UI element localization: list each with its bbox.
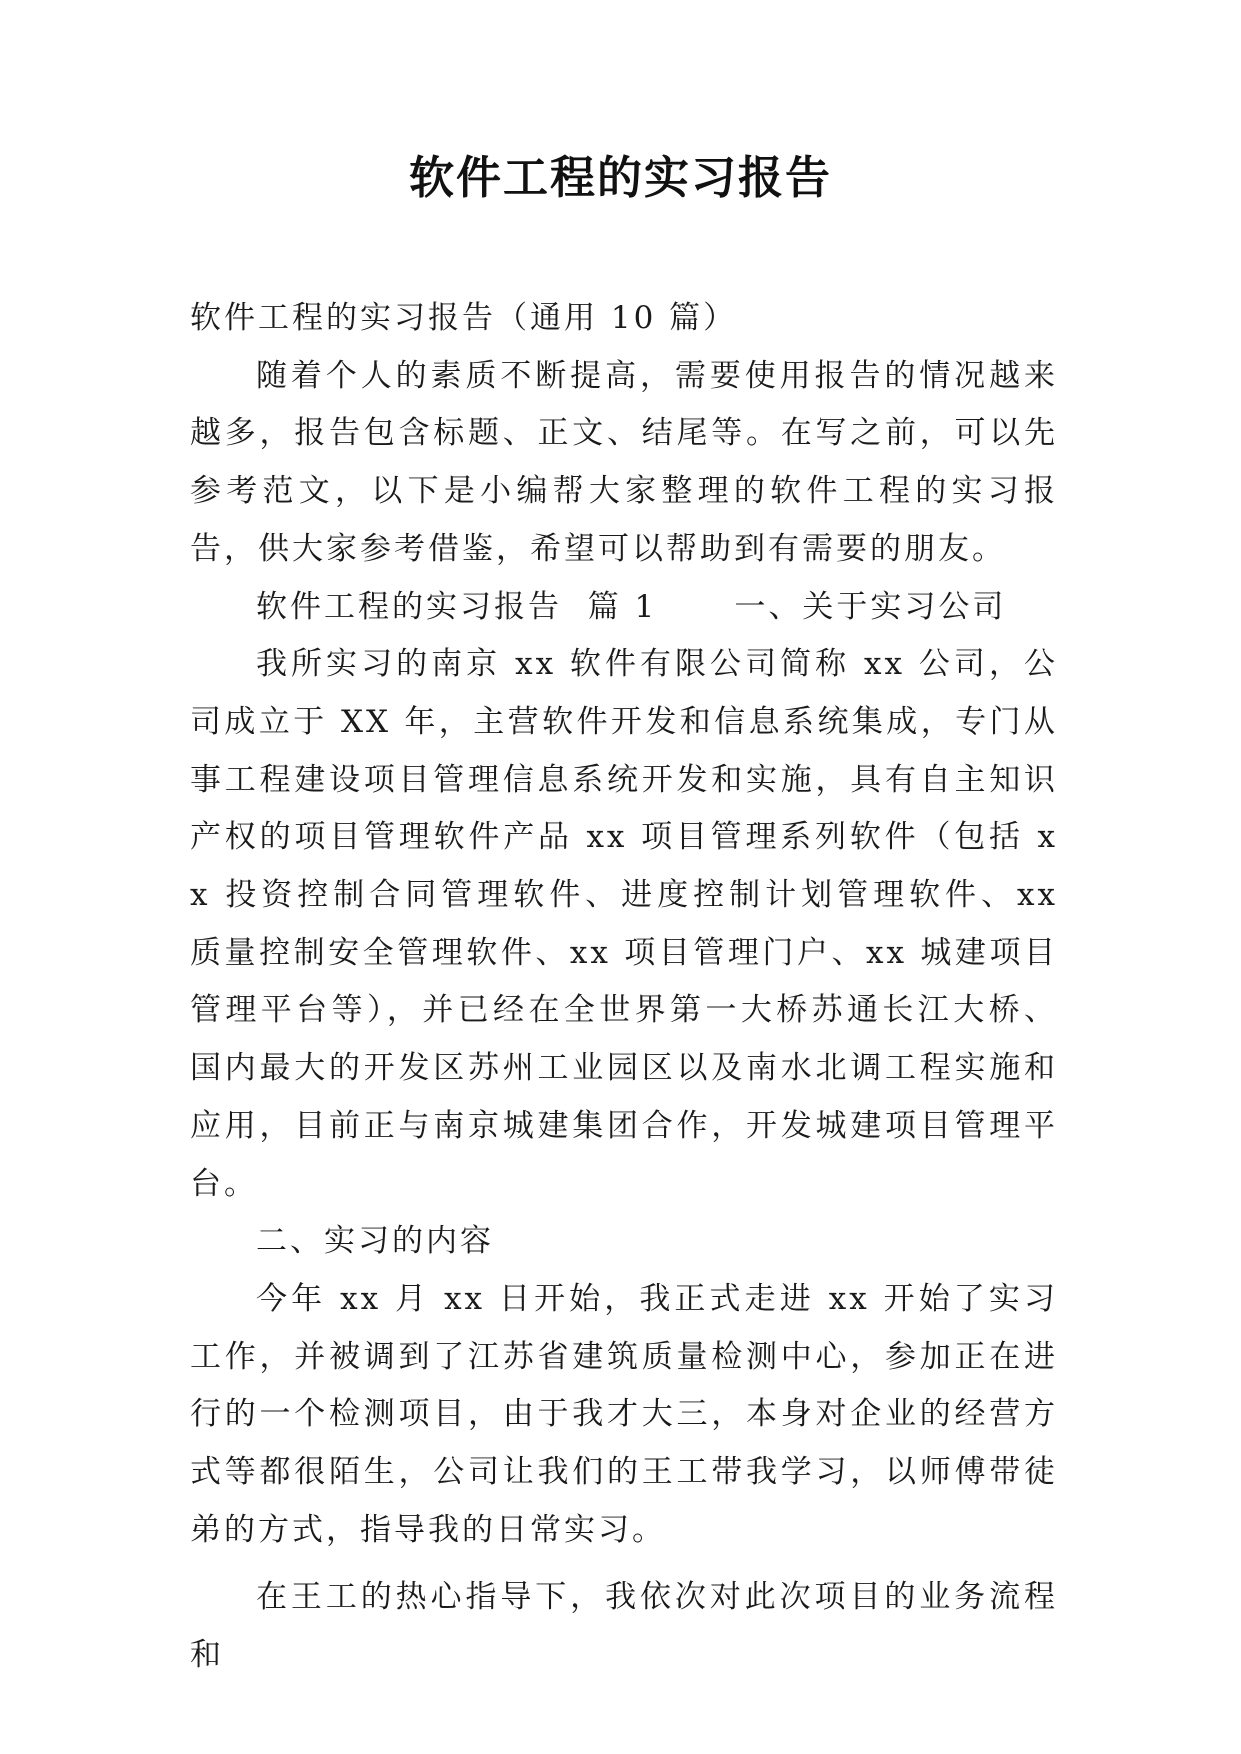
section-heading-content: 二、实习的内容 [256, 1223, 494, 1260]
intro-paragraph: 随着个人的素质不断提高，需要使用报告的情况越来越多，报告包含标题、正文、结尾等。在写之前，可以先参考范文，以下是小编帮大家整理的软件工程的实习报告，供大家参考借鉴，希望可以帮助到有需要的朋友。 [190, 357, 1058, 567]
content-paragraph: 今年 xx 月 xx 日开始，我正式走进 xx 开始了实习工作，并被调到了江苏省建筑质量检测中心，参加正在进行的一个检测项目，由于我才大三，本身对企业的经营方式等都很陌生，公司让我们的王工带我学习，以师傅带徒弟的方式，指导我的日常实习。 [190, 1280, 1058, 1548]
closing-paragraph: 在王工的热心指导下，我依次对此次项目的业务流程和 [190, 1579, 1058, 1674]
document-body [190, 290, 1058, 1685]
company-paragraph: 我所实习的南京 xx 软件有限公司简称 xx 公司，公司成立于 XX 年，主营软件开发和信息系统集成，专门从事工程建设项目管理信息系统开发和实施，具有自主知识产权的项目管理软件产品 xx 项目管理系列软件（包括 xx 投资控制合同管理软件、进度控制计划管理软件、xx 质量控制安全管理软件、xx 项目管理门户、xx 城建项目管理平台等），并已经在全世界第一大桥苏通长江大桥、国内最大的开发区苏州工业园区以及南水北调工程实施和应用，目前正与南京城建集团合作，开发城建项目管理平台。 [190, 646, 1058, 1202]
section-heading-company: 软件工程的实习报告 篇 1 一、关于实习公司 [256, 588, 1007, 625]
subtitle-line: 软件工程的实习报告（通用 10 篇） [190, 300, 738, 336]
document-title: 软件工程的实习报告 [408, 151, 832, 204]
